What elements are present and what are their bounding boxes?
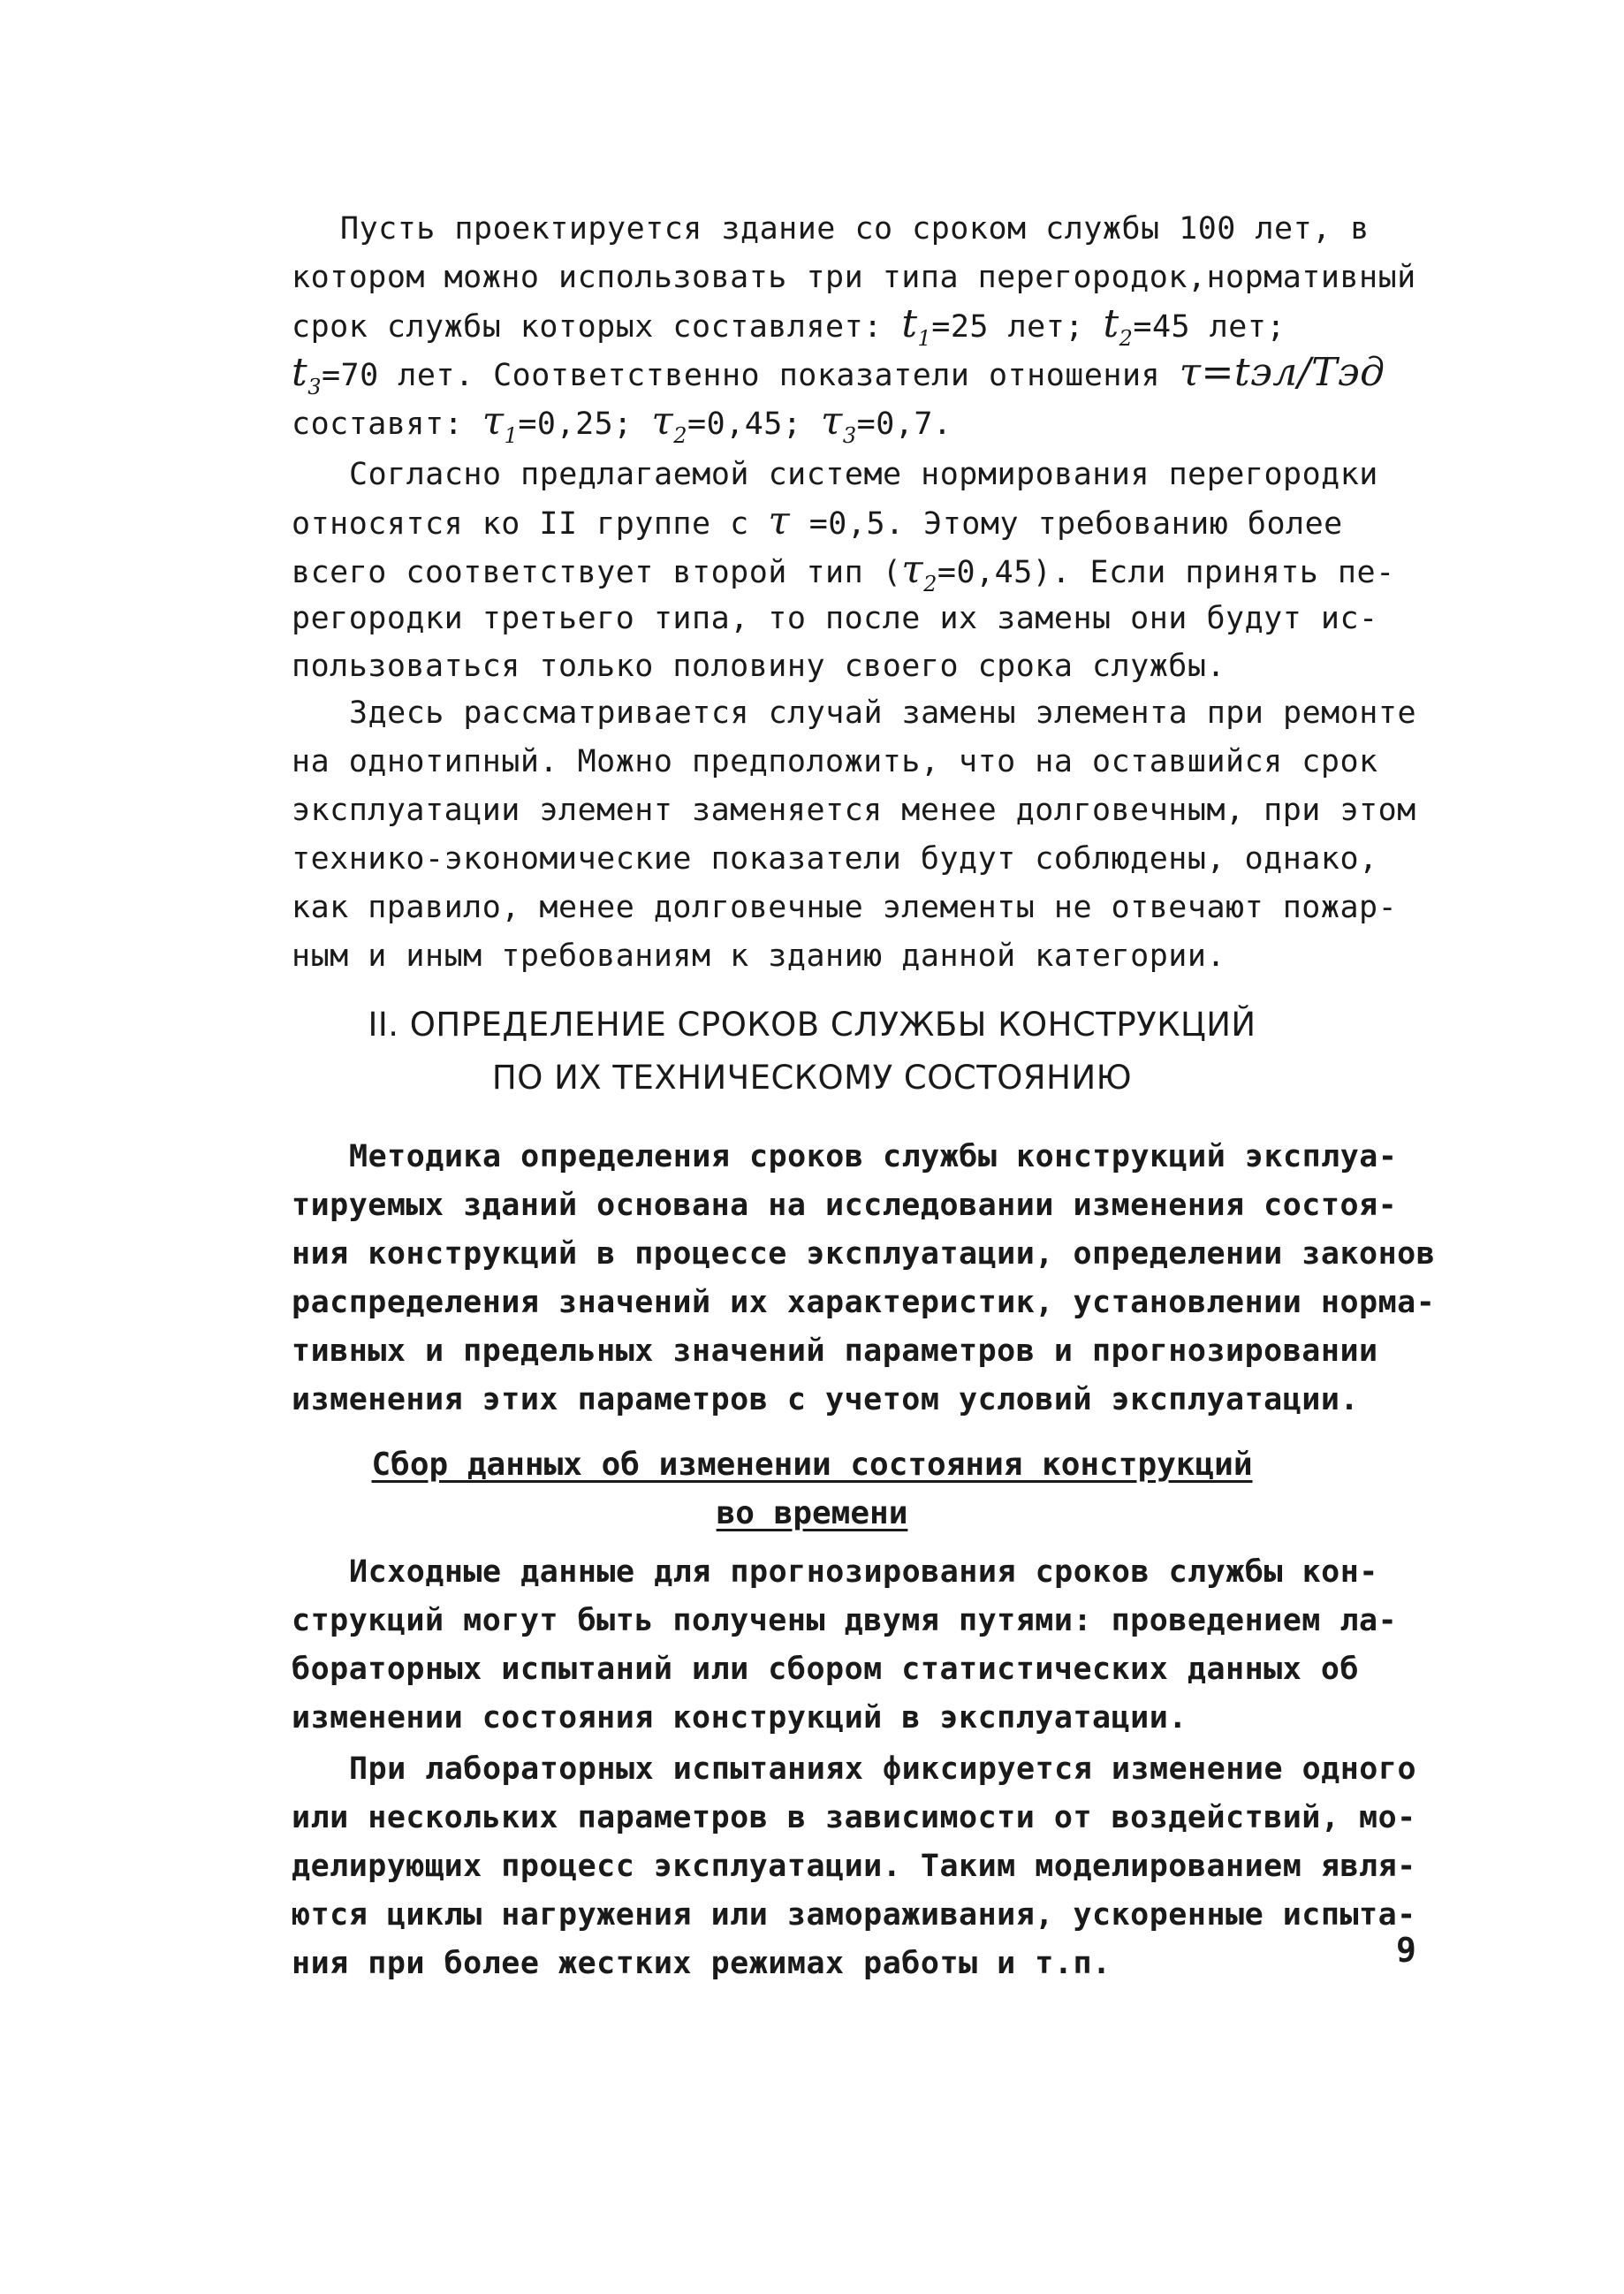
para1-line3-text-a: срок службы которых составляет: <box>292 309 883 345</box>
para1-line4-text: =70 лет. Соответственно показатели отношения <box>321 358 1161 393</box>
para6-line5: ния при более жестких режимах работы и т.п. <box>292 1946 1112 1981</box>
tau2-symbol <box>651 399 687 448</box>
para1-line5-text-a: составят: <box>292 406 464 442</box>
para3-line5: как правило, менее долговечные элементы не отвечают пожар- <box>292 890 1398 925</box>
para4-line6: изменения этих параметров с учетом условий эксплуатации. <box>292 1382 1360 1417</box>
para6-line4: ются циклы нагружения или замораживания, ускоренные испыта- <box>292 1897 1416 1933</box>
para2-line3-text-a: всего соответствует второй тип ( <box>292 555 902 590</box>
t3-subscript: 3 <box>307 374 322 399</box>
para3-line2: на однотипный. Можно предположить, что на оставшийся срок <box>292 744 1378 779</box>
para1-line1: Пусть проектируется здание со сроком службы 100 лет, в <box>340 211 1370 247</box>
para6-line1: При лабораторных испытаниях фиксируется изменение одного <box>349 1751 1417 1787</box>
para2-line2-text-b: =0,5. Этому требованию более <box>808 506 1343 542</box>
para2-line2-text-a: относятся ко II группе с <box>292 506 749 542</box>
tau3-subscript: 3 <box>842 422 857 448</box>
para2-line1: Согласно предлагаемой системе нормирования перегородки <box>349 457 1378 492</box>
para5-line3: бораторных испытаний или сбором статистических данных об <box>292 1652 1360 1687</box>
para2-line5: пользоваться только половину своего срока службы. <box>292 649 1226 684</box>
subheading-line2: во времени <box>716 1495 908 1531</box>
para2-tau2-symbol <box>901 547 937 596</box>
t1-symbol <box>901 301 932 351</box>
para4-line5: тивных и предельных значений параметров и прогнозировании <box>292 1333 1378 1369</box>
t1-letter: t <box>901 301 918 346</box>
t2-subscript: 2 <box>1119 325 1134 351</box>
para3-line3: эксплуатации элемент заменяется менее долговечным, при этом <box>292 793 1416 828</box>
para6-line2: или нескольких параметров в зависимости от воздействий, мо- <box>292 1800 1416 1835</box>
subheading-line1: Сбор данных об изменении состояния конструкций <box>371 1447 1253 1483</box>
tau2-letter: τ <box>651 399 674 444</box>
para6-line3: делирующих процесс эксплуатации. Таким моделированием явля- <box>292 1849 1416 1884</box>
tau-ratio-formula: τ=tэл/Tэд <box>1179 350 1385 395</box>
para4-line3: ния конструкций в процессе эксплуатации, определении законов <box>292 1236 1436 1272</box>
tau1-subscript: 1 <box>504 422 519 448</box>
t3-symbol <box>292 350 322 399</box>
tau-symbol: τ <box>768 498 791 543</box>
para3-line6: ным и иным требованиям к зданию данной категории. <box>292 938 1226 974</box>
para4-line1: Методика определения сроков службы конструкций эксплуа- <box>349 1139 1398 1174</box>
t2-symbol <box>1103 301 1134 351</box>
section-heading-line1: II. ОПРЕДЕЛЕНИЕ СРОКОВ СЛУЖБЫ КОНСТРУКЦИЙ <box>368 1006 1256 1044</box>
para5-line2: струкций могут быть получены двумя путями: проведением ла- <box>292 1603 1398 1638</box>
page-number: 9 <box>1396 1931 1416 1970</box>
para1-line5-text-c: =0,45; <box>687 406 802 442</box>
para1-line5-text-b: =0,25; <box>518 406 633 442</box>
para2-tau2-letter: τ <box>901 547 924 592</box>
t1-subscript: 1 <box>917 325 932 351</box>
para3-line4: технико-экономические показатели будут соблюдены, однако, <box>292 841 1378 877</box>
tau3-letter: τ <box>821 399 843 444</box>
para2-line3-text-b: =0,45). Если принять пе- <box>937 555 1395 590</box>
tau1-letter: τ <box>482 399 505 444</box>
para3-line1: Здесь рассматривается случай замены элемента при ремонте <box>349 695 1417 731</box>
section-heading-line2: ПО ИХ ТЕХНИЧЕСКОМУ СОСТОЯНИЮ <box>491 1059 1133 1097</box>
para5-line1: Исходные данные для прогнозирования сроков службы кон- <box>349 1554 1378 1590</box>
t2-letter: t <box>1103 301 1119 346</box>
para1-line5-text-d: =0,7. <box>856 406 952 442</box>
tau3-symbol <box>821 399 857 448</box>
para2-tau2-subscript: 2 <box>923 571 937 596</box>
para4-line4: распределения значений их характеристик, установлении норма- <box>292 1285 1436 1320</box>
tau1-symbol <box>482 399 519 448</box>
para5-line4: изменении состояния конструкций в эксплуатации. <box>292 1700 1188 1736</box>
para1-line3-text-b: =25 лет; <box>931 309 1084 345</box>
t3-letter: t <box>292 350 308 395</box>
para1-line3-text-c: =45 лет; <box>1133 309 1286 345</box>
tau2-subscript: 2 <box>673 422 687 448</box>
para4-line2: тируемых зданий основана на исследовании изменения состоя- <box>292 1188 1398 1223</box>
para1-line2: котором можно использовать три типа перегородок,нормативный <box>292 260 1416 295</box>
para2-line2 <box>292 498 1343 549</box>
para2-line4: регородки третьего типа, то после их замены они будут ис- <box>292 601 1378 636</box>
